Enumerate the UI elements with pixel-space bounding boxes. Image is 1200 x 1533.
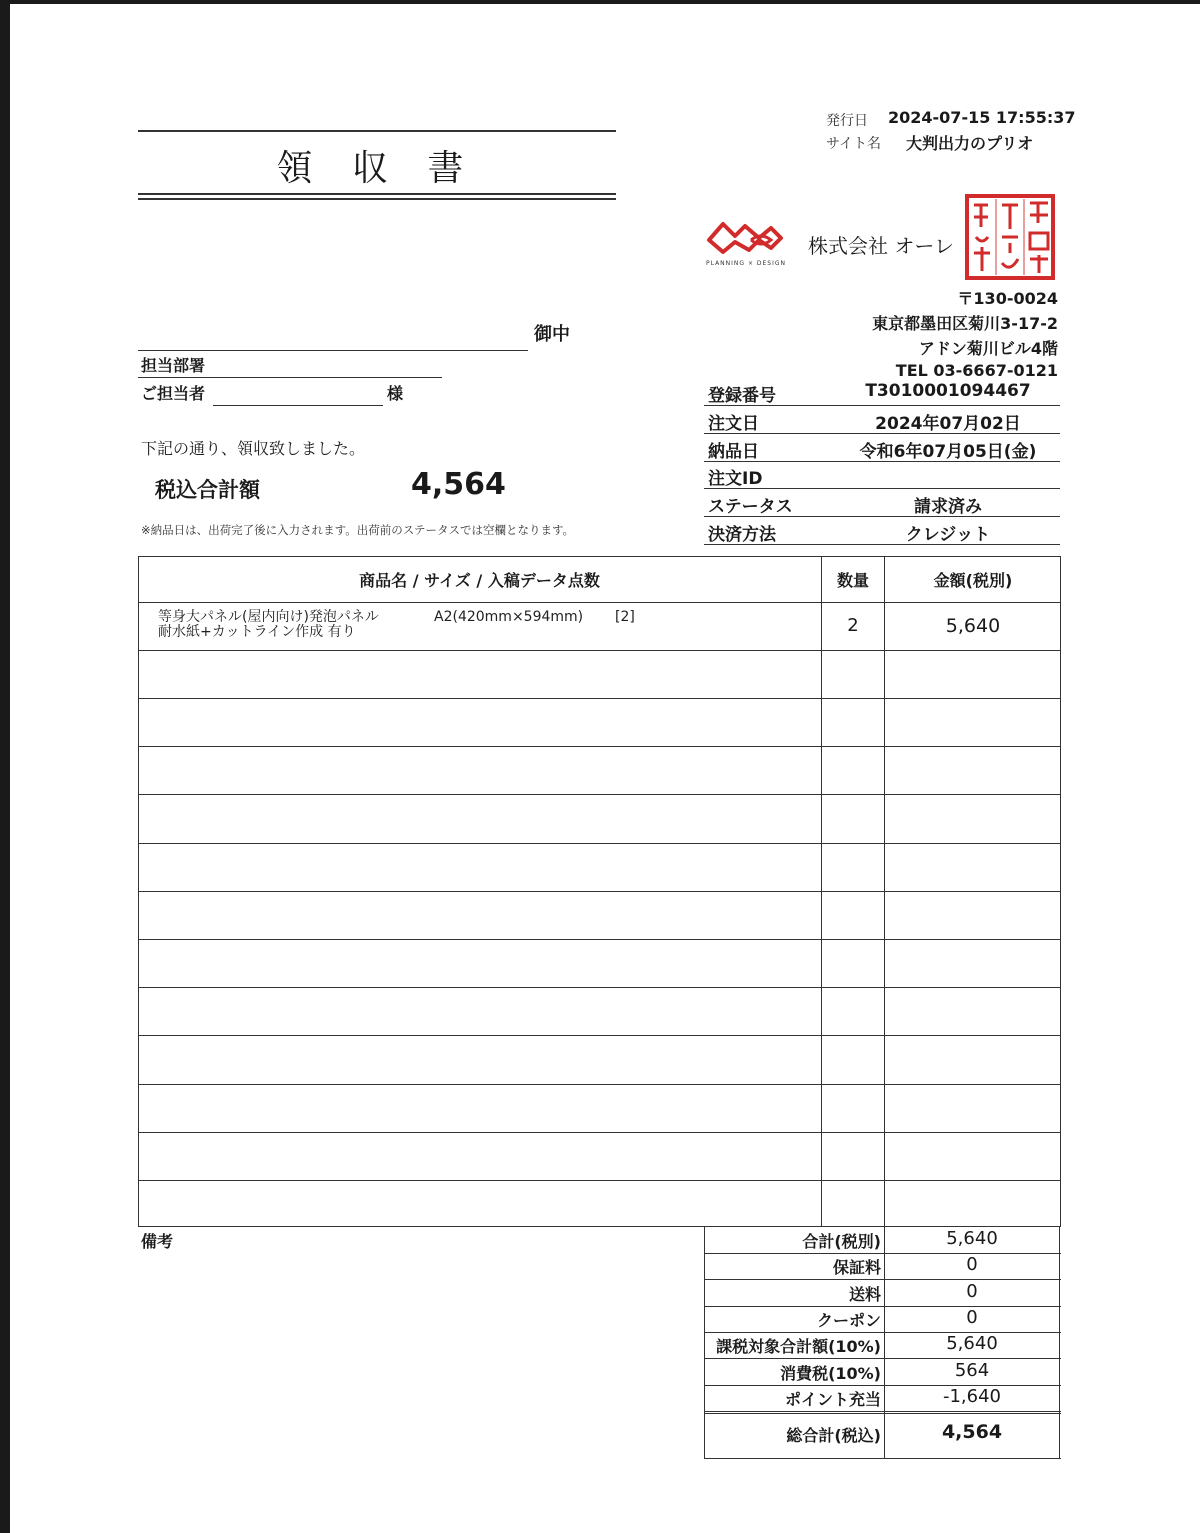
order-info-value: 請求済み bbox=[914, 497, 982, 518]
order-info-label: 決済方法 bbox=[708, 525, 776, 545]
totals-value: 564 bbox=[954, 1359, 990, 1381]
order-info-label: 注文日 bbox=[708, 413, 759, 434]
item-amount: 5,640 bbox=[945, 615, 1001, 637]
item-data-count: [2] bbox=[615, 609, 635, 625]
order-info-label: 注文ID bbox=[708, 469, 763, 490]
company-address-2: アドン菊川ビル4階 bbox=[918, 339, 1058, 358]
table-row-divider bbox=[138, 746, 1061, 747]
totals-row bbox=[704, 1359, 1061, 1386]
dept-label: 担当部署 bbox=[141, 356, 206, 375]
totals-value: 0 bbox=[966, 1280, 978, 1302]
total-value: 4,564 bbox=[411, 467, 506, 502]
order-info-value: クレジット bbox=[905, 525, 991, 545]
order-info-row bbox=[704, 406, 1060, 434]
total-label: 税込合計額 bbox=[155, 478, 260, 502]
header-amount: 金額(税別) bbox=[933, 571, 1013, 590]
person-line bbox=[213, 405, 383, 406]
totals-label: 保証料 bbox=[832, 1258, 881, 1278]
totals-value: 5,640 bbox=[946, 1228, 998, 1249]
totals-row bbox=[704, 1306, 1061, 1333]
order-info-value: T3010001094467 bbox=[865, 381, 1031, 401]
title-top-rule bbox=[138, 130, 616, 132]
logo-tagline: PLANNING × DESIGN bbox=[705, 260, 787, 267]
order-info-row bbox=[704, 461, 1060, 489]
company-logo-icon bbox=[705, 218, 785, 258]
table-row-divider bbox=[138, 650, 1061, 651]
scan-frame-left bbox=[0, 0, 10, 1533]
issue-date: 2024-07-15 17:55:37 bbox=[888, 108, 1076, 127]
title-bottom-rule-2 bbox=[138, 198, 616, 200]
person-label: ご担当者 bbox=[141, 384, 206, 403]
table-row-divider bbox=[138, 602, 1061, 603]
totals-row bbox=[704, 1253, 1061, 1280]
table-row-divider bbox=[138, 1084, 1061, 1085]
onchu-label: 御中 bbox=[534, 324, 570, 345]
table-row-divider bbox=[138, 843, 1061, 844]
recipient-name-line bbox=[138, 350, 528, 351]
table-row-divider bbox=[138, 987, 1061, 988]
order-info-row bbox=[704, 517, 1060, 545]
totals-label: 合計(税別) bbox=[802, 1232, 881, 1251]
totals-label: 送料 bbox=[848, 1284, 881, 1304]
company-name: 株式会社 オーレ bbox=[808, 234, 954, 258]
order-info-label: 登録番号 bbox=[708, 386, 776, 406]
order-info-row bbox=[704, 378, 1060, 406]
grand-total-rule bbox=[704, 1411, 1061, 1414]
table-row-divider bbox=[138, 794, 1061, 795]
header-qty: 数量 bbox=[836, 571, 869, 590]
totals-row bbox=[704, 1385, 1061, 1412]
item-name: 等身大パネル(屋内向け)発泡パネル bbox=[158, 609, 379, 625]
totals-label: 消費税(10%) bbox=[780, 1363, 881, 1383]
order-info-label: 納品日 bbox=[708, 441, 759, 462]
title-bottom-rule-1 bbox=[138, 193, 616, 195]
remarks-label: 備考 bbox=[141, 1232, 174, 1251]
company-address-1: 東京都墨田区菊川3-17-2 bbox=[872, 314, 1058, 333]
totals-value: 0 bbox=[966, 1254, 978, 1276]
table-row-divider bbox=[138, 698, 1061, 699]
scan-frame-top bbox=[0, 0, 1200, 4]
received-text: 下記の通り、領収致しました。 bbox=[141, 439, 366, 458]
company-postal: 〒130-0024 bbox=[957, 289, 1058, 308]
company-seal-icon bbox=[964, 193, 1056, 281]
order-info-row bbox=[704, 434, 1060, 462]
totals-value: -1,640 bbox=[942, 1385, 1002, 1407]
site-name-label: サイト名 bbox=[826, 136, 882, 152]
totals-label: 課税対象合計額(10%) bbox=[716, 1337, 881, 1357]
document-title: 領 収 書 bbox=[276, 148, 478, 189]
order-info-label: ステータス bbox=[708, 497, 793, 518]
totals-row bbox=[704, 1280, 1061, 1307]
totals-value: 0 bbox=[966, 1306, 978, 1328]
table-row-divider bbox=[138, 1035, 1061, 1036]
company-tel: TEL 03-6667-0121 bbox=[895, 361, 1058, 380]
order-info-value: 令和6年07月05日(金) bbox=[859, 441, 1037, 462]
table-row-divider bbox=[138, 891, 1061, 892]
table-row-divider bbox=[138, 1180, 1061, 1181]
issue-date-label: 発行日 bbox=[826, 113, 868, 129]
item-size: A2(420mm×594mm) bbox=[434, 609, 584, 625]
dept-line bbox=[138, 377, 442, 378]
totals-row bbox=[704, 1332, 1061, 1359]
table-row-divider bbox=[138, 1132, 1061, 1133]
totals-label: ポイント充当 bbox=[784, 1389, 881, 1409]
site-name: 大判出力のプリオ bbox=[906, 134, 1034, 153]
item-option: 耐水紙+カットライン作成 有り bbox=[158, 624, 356, 640]
totals-row bbox=[704, 1227, 1061, 1254]
grand-total-label: 総合計(税込) bbox=[786, 1426, 881, 1445]
delivery-note: ※納品日は、出荷完了後に入力されます。出荷前のステータスでは空欄となります。 bbox=[141, 523, 575, 537]
grand-total-value: 4,564 bbox=[941, 1421, 1003, 1443]
order-info-value: 2024年07月02日 bbox=[875, 413, 1021, 434]
totals-label: クーポン bbox=[816, 1310, 881, 1330]
totals-table bbox=[704, 1227, 1061, 1459]
item-qty: 2 bbox=[847, 615, 859, 636]
totals-bottom-border bbox=[704, 1458, 1061, 1459]
sama-label: 様 bbox=[387, 384, 404, 403]
totals-value: 5,640 bbox=[946, 1333, 998, 1355]
header-item: 商品名 / サイズ / 入稿データ点数 bbox=[359, 571, 600, 590]
table-row-divider bbox=[138, 939, 1061, 940]
order-info-row bbox=[704, 489, 1060, 517]
